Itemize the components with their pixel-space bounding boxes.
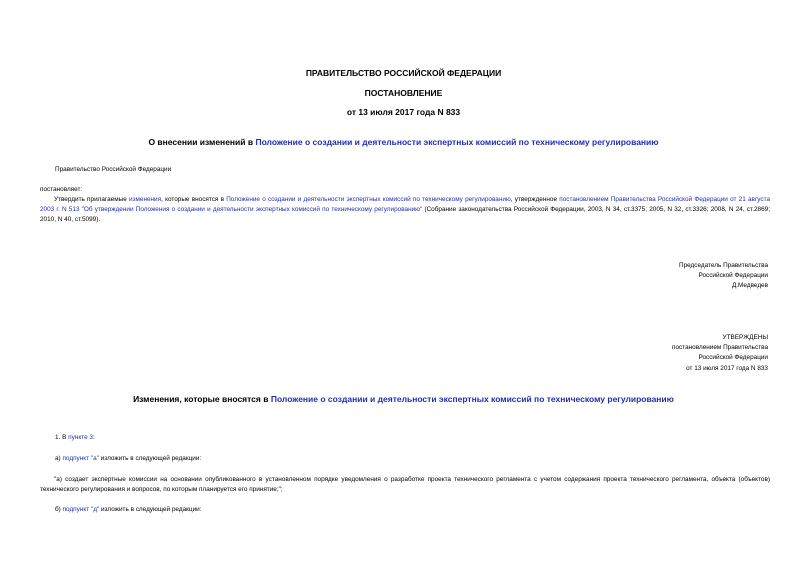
changes-title-prefix: Изменения, которые вносятся в — [133, 394, 271, 404]
para-text-2: , которые вносятся в — [161, 196, 227, 203]
signature-country: Российской Федерации — [698, 272, 768, 280]
para-text-3: , утвержденное — [510, 196, 560, 203]
item-b-prefix: б) — [55, 506, 63, 513]
item-b-suffix: изложить в следующей редакции: — [99, 506, 202, 513]
org-heading: ПРАВИТЕЛЬСТВО РОССИЙСКОЙ ФЕДЕРАЦИИ — [305, 68, 502, 78]
resolves-label: постановляет: — [40, 186, 83, 193]
document-title — [0, 137, 807, 147]
item-a — [55, 454, 201, 464]
changes-title — [0, 394, 807, 404]
regulation-link[interactable]: Положение о создании и деятельности экспертных комиссий по техническому регулированию — [226, 196, 511, 203]
item-1-suffix: : — [92, 434, 95, 441]
item-1-point-3-link[interactable]: пункте 3 — [68, 434, 93, 441]
approval-date: от 13 июля 2017 года N 833 — [686, 364, 768, 372]
title-regulation-link[interactable]: Положение о создании и деятельности экспертных комиссий по техническому регулированию — [255, 137, 659, 147]
decree-513-link[interactable]: постановлением Правительства Российской Федерации от 21 августа 2003 г. N 513 "Об утверждении Положения о создании и деятельности экспертных комиссий по техническому регулированию" — [40, 196, 771, 214]
item-b — [55, 505, 202, 515]
resolution-paragraph — [40, 195, 770, 226]
subpoint-d-link[interactable]: подпункт "д" — [62, 506, 100, 513]
doc-type-heading: ПОСТАНОВЛЕНИЕ — [364, 88, 443, 98]
para-text-1: Утвердить прилагаемые — [54, 196, 129, 203]
item-a-suffix: изложить в следующей редакции: — [98, 455, 202, 462]
item-a-prefix: а) — [55, 455, 63, 462]
changes-title-link[interactable]: Положение о создании и деятельности экспертных комиссий по техническому регулированию — [270, 394, 674, 404]
approval-block — [672, 333, 768, 374]
approval-approved: УТВЕРЖДЕНЫ — [722, 334, 768, 341]
item-1-prefix: 1. В — [55, 434, 69, 441]
approval-decree: постановлением Правительства — [672, 344, 768, 352]
para-text-4: (Собрание законодательства Российской Федерации, 2003, N 34, ст.3375; 2005, N 32, ст.3326; 2008, N 24, ст.2869; 2010, N 40, ст.5099). — [40, 206, 770, 224]
subpoint-a-link[interactable]: подпункт "а" — [62, 455, 99, 462]
signature-name: Д.Медведев — [731, 282, 768, 290]
title-prefix: О внесении изменений в — [148, 137, 256, 147]
signature-position: Председатель Правительства — [679, 262, 768, 269]
government-label: Правительство Российской Федерации — [55, 166, 172, 173]
item-1 — [55, 433, 95, 443]
date-number: от 13 июля 2017 года N 833 — [346, 107, 461, 117]
approval-country: Российской Федерации — [698, 354, 768, 362]
item-a-quote: "а) создает экспертные комиссии на основании опубликованного в установленном порядке уведомления о разработке проекта технического регламента с учетом содержания проекта технического регламента, объекта (объектов) технического регулирования и вопросов, по которым планируется его принятие;"; — [40, 476, 770, 494]
changes-link[interactable]: изменения — [129, 196, 162, 203]
signature-block — [679, 261, 768, 292]
